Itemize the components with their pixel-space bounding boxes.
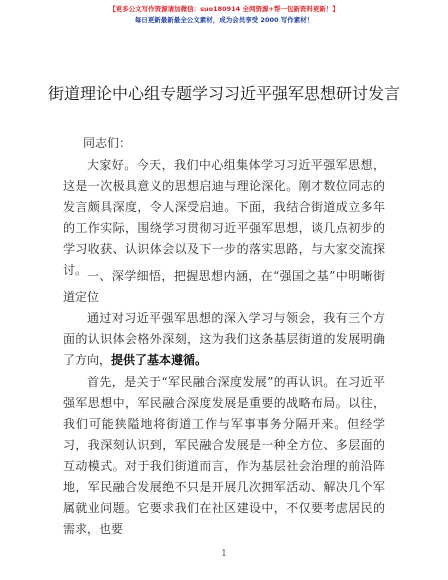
document-title: 街道理论中心组专题学习习近平强军思想研讨发言 <box>47 84 400 103</box>
header-banner <box>0 4 448 26</box>
paragraph-first-point: 首先，是关于“军民融合深度发展”的再认识。在习近平强军思想中，军民融合深度发展是重要的战略布局。以往，我们可能狭隘地将街道工作与军事事务分隔开来。但经学习，我深刻认识到，军民融合发展是一种全方位、多层面的互动模式。对于我们街道而言，作为基层社会治理的前沿阵地，军民融合发展绝不只是开展几次拥军活动、解决几个军属就业问题。它要求我们在社区建设中，不仅要考虑居民的需求，也要 <box>63 375 385 536</box>
paragraph-summary-emphasis: 提供了基本遵循。 <box>111 353 208 367</box>
banner-update-line: 每日更新最新最全公文素材，成为会员享受 2000 写作素材！ <box>134 16 314 24</box>
paragraph-summary-text: 通过对习近平强军思想的深入学习与领会，我有三个方面的认识体会格外深刻，这为我们这条基层街道的发展明确了方向， <box>63 311 385 367</box>
paragraph-intro: 大家好。今天，我们中心组集体学习习近平强军思想，这是一次极具意义的思想启迪与理论深化。刚才数位同志的发言颇具深度，令人深受启迪。下面，我结合街道成立多年的工作实际，围绕学习贯彻习近平强军思想，谈几点初步的学习收获、认识体会以及下一步的落实思路，与大家交流探讨。 <box>63 158 385 277</box>
greeting: 同志们： <box>83 136 132 150</box>
banner-promo-line: 【更多公文写作资源请加微信：suo180914 全网资源+帮一包新资料更新！】 <box>109 5 339 13</box>
section-heading: 一、深学细悟，把握思想内涵，在“强国之基”中明晰街道定位 <box>63 269 385 304</box>
paragraph-summary <box>63 308 385 371</box>
page-number: 1 <box>221 549 227 559</box>
